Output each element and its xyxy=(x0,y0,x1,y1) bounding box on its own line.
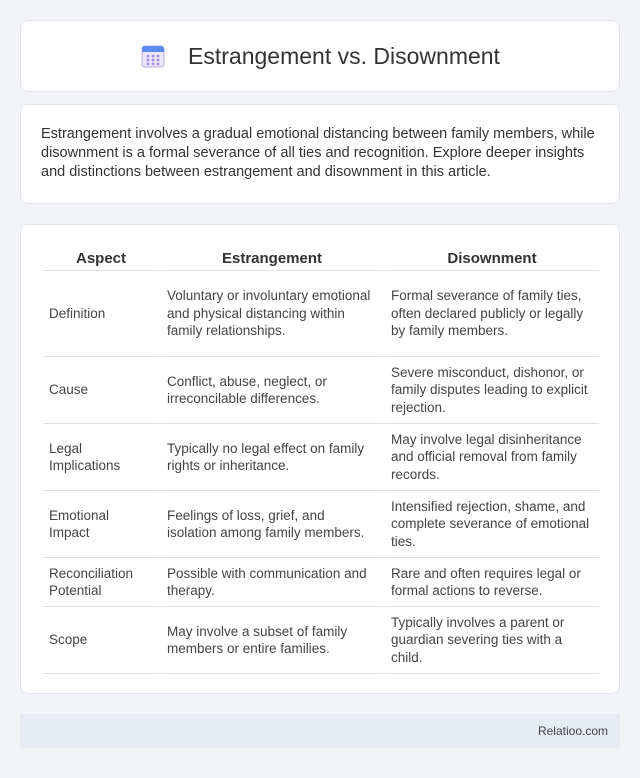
cell-disownment: Rare and often requires legal or formal actions to reverse. xyxy=(383,558,599,607)
cell-aspect: Definition xyxy=(43,271,159,357)
cell-aspect: Cause xyxy=(43,357,159,424)
table-row xyxy=(43,491,599,558)
cell-disownment: Typically involves a parent or guardian severing ties with a child. xyxy=(383,607,599,674)
table-row xyxy=(43,424,599,491)
table-row xyxy=(43,558,599,607)
cell-aspect: Emotional Impact xyxy=(43,491,159,558)
cell-estrangement: May involve a subset of family members or entire families. xyxy=(159,607,383,674)
cell-disownment: Intensified rejection, shame, and complete severance of emotional ties. xyxy=(383,491,599,558)
title-wrap xyxy=(140,43,500,70)
title-card xyxy=(20,20,620,92)
cell-disownment: Severe misconduct, dishonor, or family disputes leading to explicit rejection. xyxy=(383,357,599,424)
table-row xyxy=(43,607,599,674)
calendar-icon xyxy=(140,43,166,69)
header-disownment: Disownment xyxy=(383,243,599,271)
header-estrangement: Estrangement xyxy=(159,243,383,271)
cell-disownment: Formal severance of family ties, often declared publicly or legally by family members. xyxy=(383,271,599,357)
cell-estrangement: Feelings of loss, grief, and isolation among family members. xyxy=(159,491,383,558)
intro-text: Estrangement involves a gradual emotional distancing between family members, while disownment is a formal severance of all ties and recognition. Explore deeper insights and distinctions between estrangement and disownment in this article. xyxy=(41,126,595,180)
table-card xyxy=(20,224,620,694)
comparison-table xyxy=(43,243,599,674)
table-row xyxy=(43,271,599,357)
table-header-row xyxy=(43,243,599,271)
intro-card xyxy=(20,104,620,204)
footer-site-name: Relatioo.com xyxy=(537,724,608,738)
page-title: Estrangement vs. Disownment xyxy=(188,42,500,69)
footer xyxy=(20,714,620,748)
cell-aspect: Legal Implications xyxy=(43,424,159,491)
cell-estrangement: Possible with communication and therapy. xyxy=(159,558,383,607)
cell-estrangement: Voluntary or involuntary emotional and physical distancing within family relationships. xyxy=(159,271,383,357)
cell-disownment: May involve legal disinheritance and official removal from family records. xyxy=(383,424,599,491)
header-aspect: Aspect xyxy=(43,243,159,271)
table-row xyxy=(43,357,599,424)
cell-estrangement: Typically no legal effect on family rights or inheritance. xyxy=(159,424,383,491)
cell-aspect: Scope xyxy=(43,607,159,674)
cell-estrangement: Conflict, abuse, neglect, or irreconcilable differences. xyxy=(159,357,383,424)
cell-aspect: Reconciliation Potential xyxy=(43,558,159,607)
